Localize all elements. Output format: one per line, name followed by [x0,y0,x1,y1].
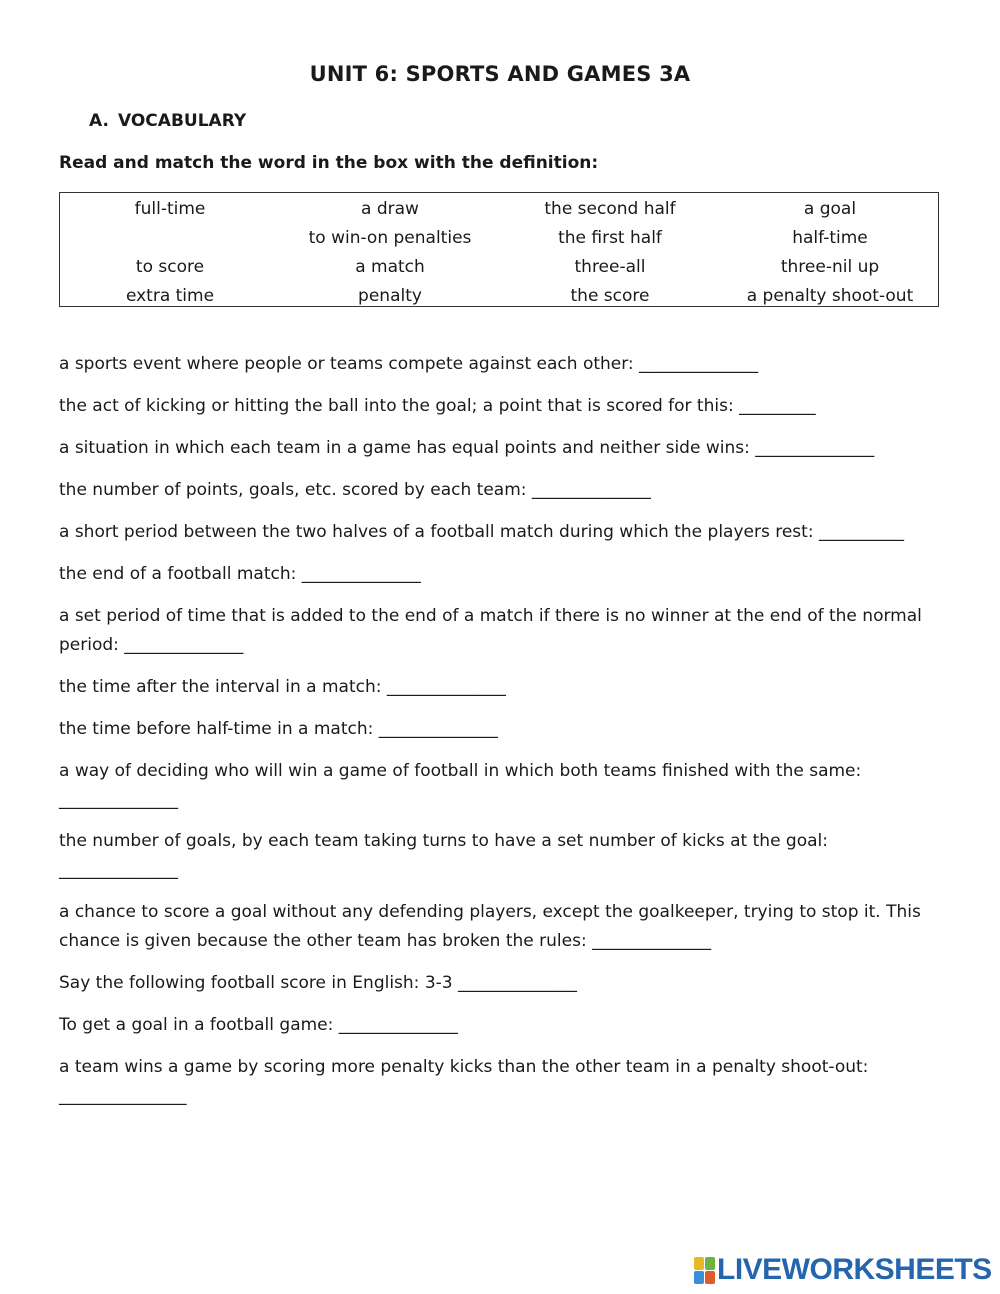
question-8: the time after the interval in a match: ______________ [59,677,506,697]
question-3: a situation in which each team in a game has equal points and neither side wins: ______________ [59,438,875,458]
instruction: Read and match the word in the box with the definition: [59,153,599,173]
word-box-cell: a penalty shoot-out [746,286,914,306]
logo-text: LIVEWORKSHEETS [717,1253,992,1286]
word-box-cell: a goal [803,199,857,219]
question-7: a set period of time that is added to the end of a match if there is no winner at the end of the normal period: ______________ [59,606,928,655]
section-name: VOCABULARY [118,111,247,131]
question-12: a chance to score a goal without any defending players, except the goalkeeper, trying to stop it. This chance is given because the other team has broken the rules: ______________ [59,902,927,951]
page-title: UNIT 6: SPORTS AND GAMES 3A [309,62,691,86]
logo-square-icon [705,1257,715,1270]
liveworksheets-logo [694,1253,992,1287]
question-9: the time before half-time in a match: ______________ [59,719,498,739]
word-box-cell: a draw [361,199,419,219]
logo-square-icon [705,1271,715,1284]
question-14: To get a goal in a football game: ______________ [59,1015,458,1035]
word-box-cell: the second half [544,199,676,219]
question-1: a sports event where people or teams compete against each other: ______________ [59,354,759,374]
word-box-cell: half-time [792,228,868,248]
word-box-cell: three-nil up [780,257,880,277]
question-11: the number of goals, by each team taking turns to have a set number of kicks at the goal: ______________ [59,831,834,880]
word-box-cell: the score [570,286,650,306]
word-box-cell: the first half [558,228,662,248]
word-box-cell: penalty [358,286,422,306]
question-6: the end of a football match: ______________ [59,564,421,584]
word-box-cell: to win-on penalties [308,228,472,248]
word-box-cell: three-all [574,257,646,277]
section-heading [89,111,246,131]
question-13: Say the following football score in English: 3-3 ______________ [59,973,577,993]
word-box [59,192,939,307]
word-box-cell: extra time [125,286,215,306]
question-4: the number of points, goals, etc. scored by each team: ______________ [59,480,651,500]
word-box-cell: a match [355,257,425,277]
question-5: a short period between the two halves of a football match during which the players rest: __________ [59,522,904,542]
logo-square-icon [694,1271,704,1284]
question-2: the act of kicking or hitting the ball into the goal; a point that is scored for this: _________ [59,396,816,416]
logo-mark-icon [694,1257,714,1283]
logo-square-icon [694,1257,704,1270]
word-box-cell: full-time [134,199,206,219]
question-15: a team wins a game by scoring more penalty kicks than the other team in a penalty shoot-out: _______________ [59,1057,874,1106]
section-letter: A. [89,111,109,131]
word-box-cell: to score [135,257,205,277]
question-10: a way of deciding who will win a game of football in which both teams finished with the same: ______________ [59,761,867,810]
